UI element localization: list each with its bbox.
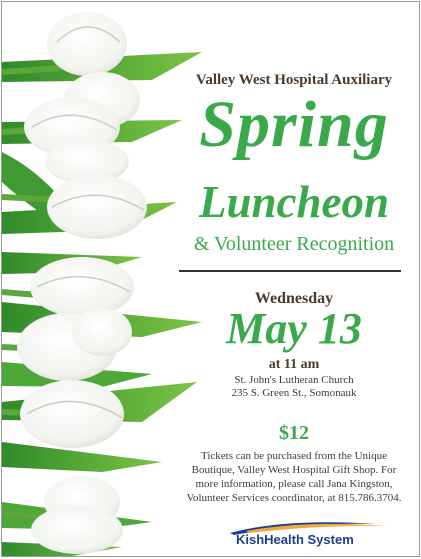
organization-name: Valley West Hospital Auxiliary xyxy=(195,72,393,88)
flyer xyxy=(1,1,420,557)
event-weekday: Wednesday xyxy=(254,290,334,307)
title-spring: Spring xyxy=(199,88,389,161)
logo-text: KishHealth System xyxy=(236,532,354,547)
ticket-info-line: Boutique, Valley West Hospital Gift Shop. For xyxy=(191,464,397,476)
event-time: at 11 am xyxy=(268,357,320,372)
kishhealth-logo xyxy=(226,516,406,550)
ticket-info-line: Volunteer Services coordinator, at 815.786.3704. xyxy=(186,492,402,504)
event-date: May 13 xyxy=(226,304,362,353)
event-venue: St. John's Lutheran Church xyxy=(234,374,354,386)
ticket-info-line: more information, please call Jana Kingston, xyxy=(195,478,393,490)
divider xyxy=(179,270,401,272)
event-subtitle: & Volunteer Recognition xyxy=(193,233,395,255)
ticket-price: $12 xyxy=(279,422,309,444)
event-address: 235 S. Green St., Somonauk xyxy=(231,387,357,399)
title-luncheon: Luncheon xyxy=(198,177,390,227)
ticket-info xyxy=(166,449,420,505)
event-details xyxy=(174,2,414,556)
ticket-info-line: Tickets can be purchased from the Unique xyxy=(201,450,387,462)
